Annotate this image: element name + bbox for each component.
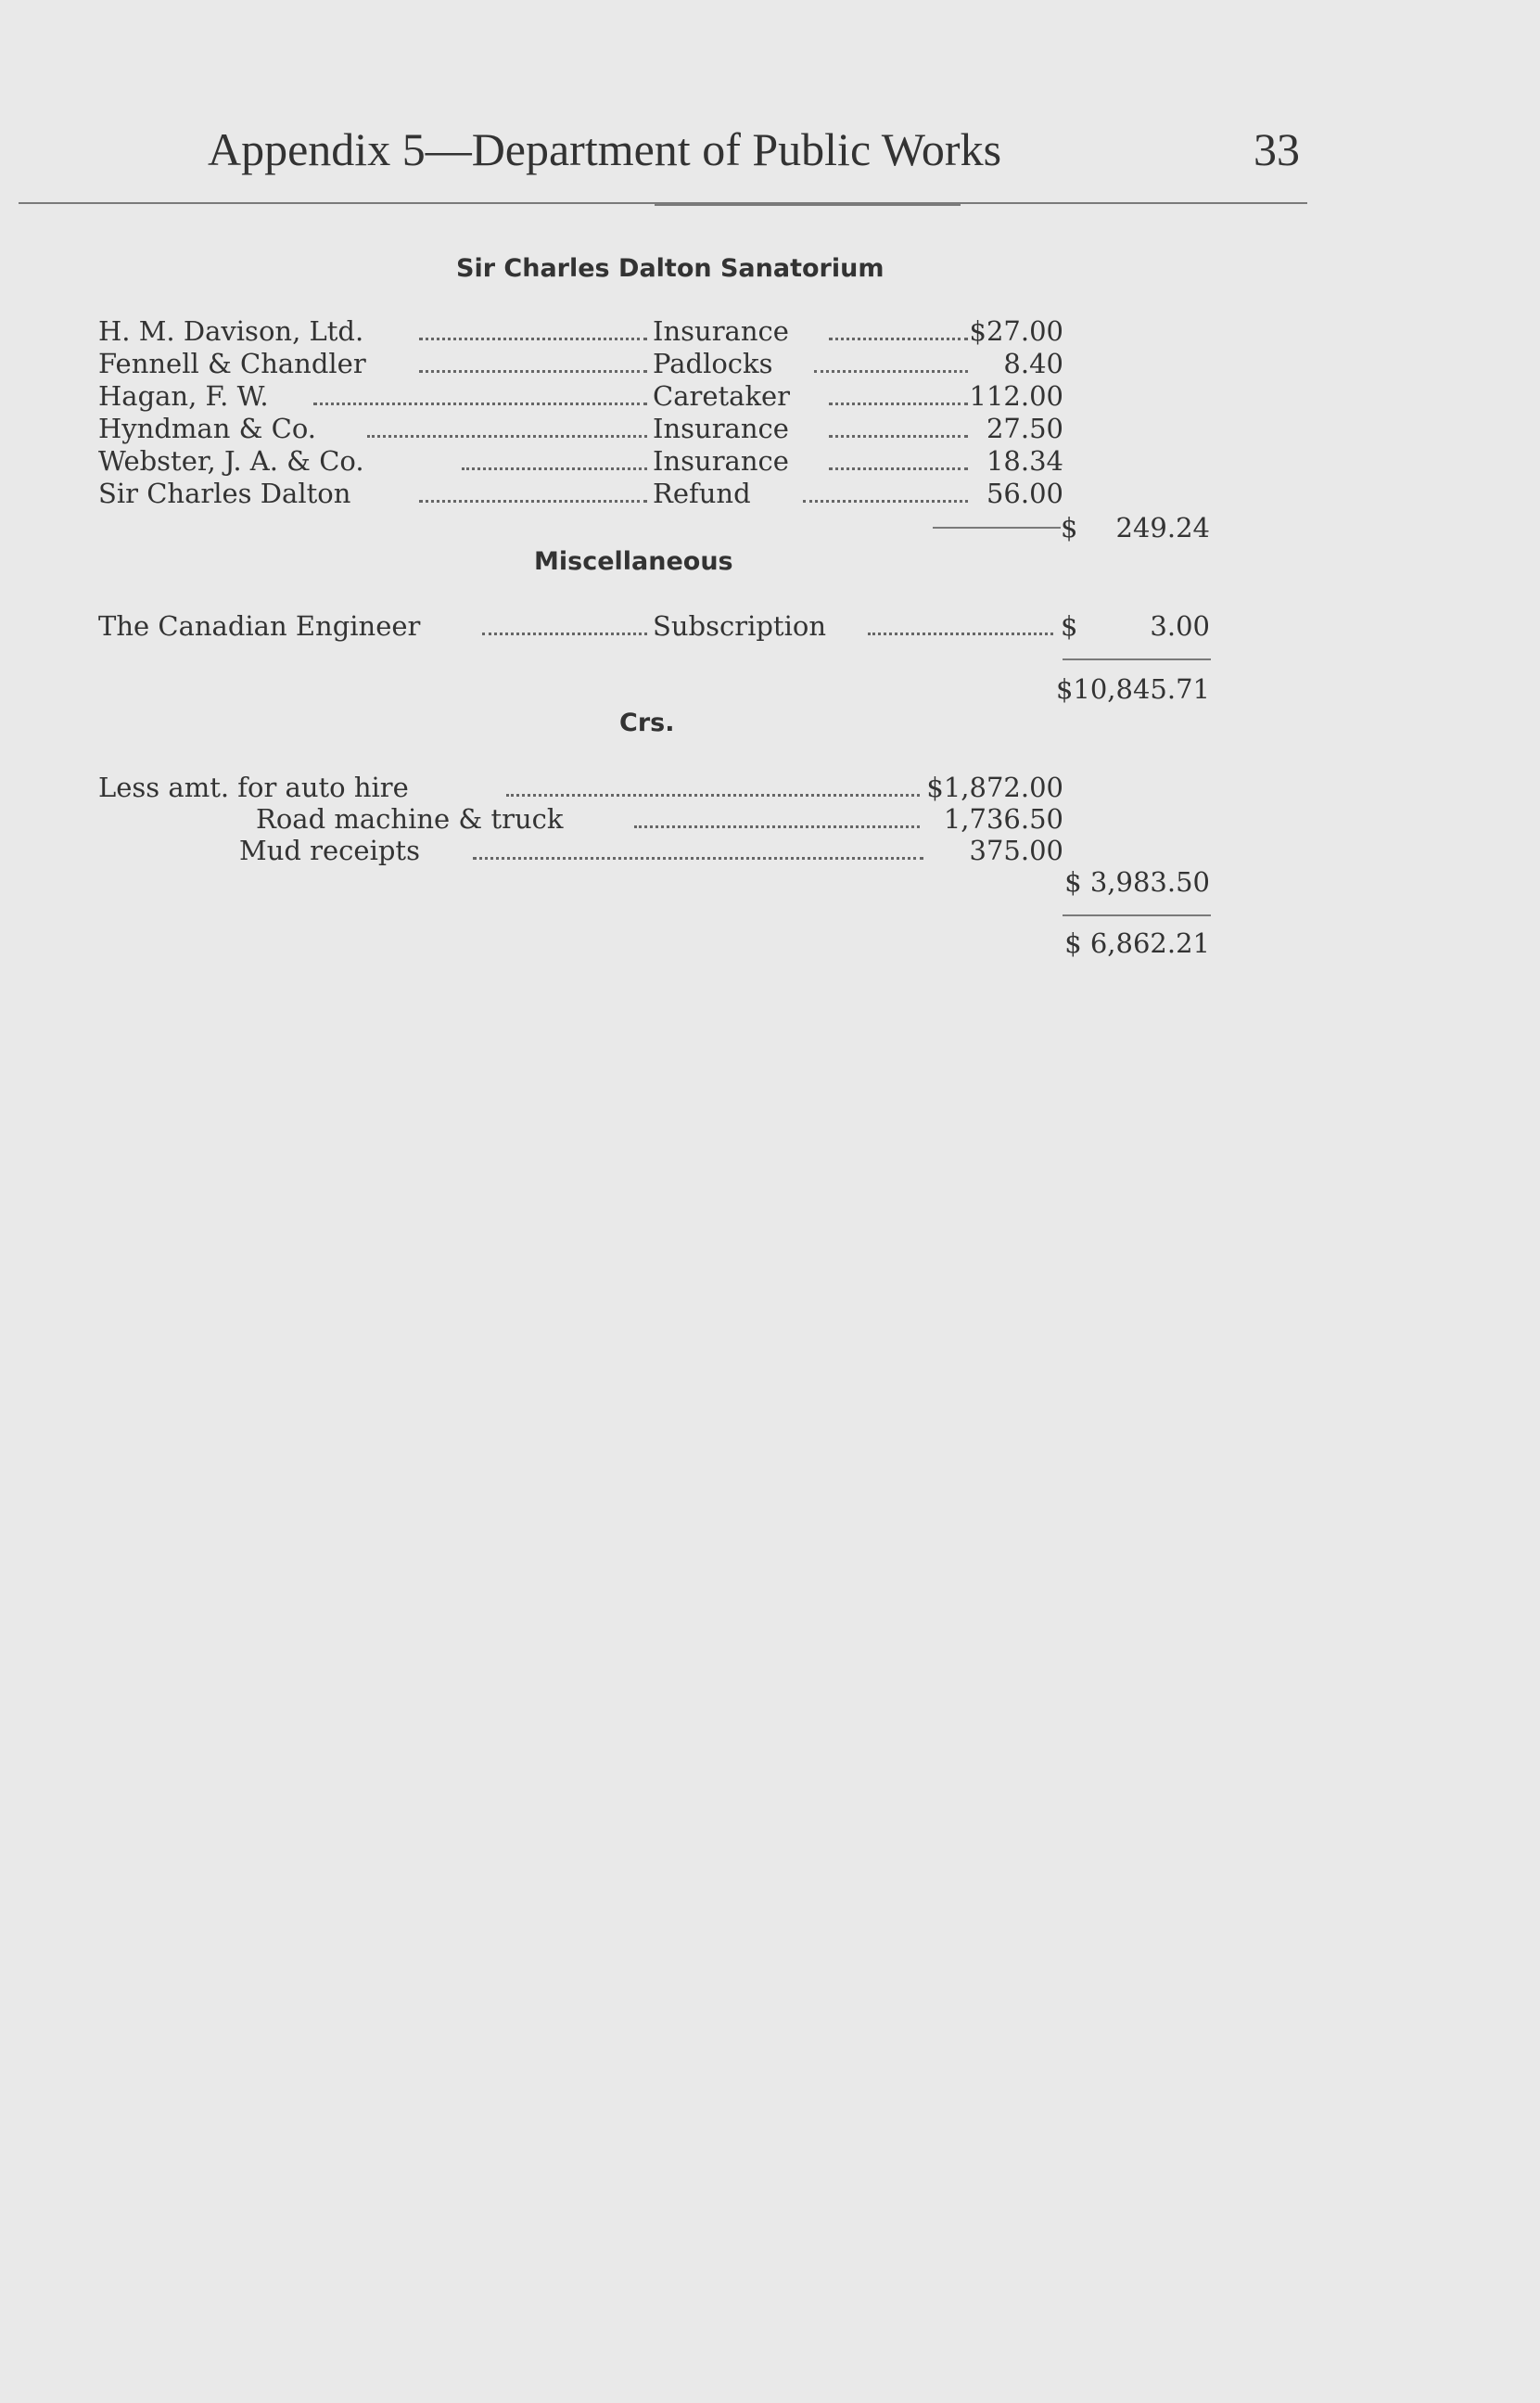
total-rule	[1063, 658, 1211, 660]
credit-label: Less amt. for auto hire	[98, 772, 409, 803]
ledger-amount: 112.00	[969, 380, 1063, 412]
header-rule-accent	[655, 202, 961, 206]
subtotal-rule	[933, 527, 1061, 529]
ledger-item: Insurance	[653, 315, 789, 347]
leader-dots	[634, 825, 920, 828]
leader-dots	[419, 500, 647, 503]
leader-dots	[829, 403, 968, 405]
ledger-item: Caretaker	[653, 380, 791, 412]
section-heading-miscellaneous: Miscellaneous	[534, 547, 733, 576]
ledger-item: Padlocks	[653, 348, 773, 379]
section-total-amount: 249.24	[1115, 512, 1210, 543]
page-number: 33	[1254, 123, 1300, 175]
ledger-amount: 8.40	[1003, 348, 1063, 379]
page-header-title: Appendix 5—Department of Public Works	[208, 123, 1002, 175]
ledger-payee: The Canadian Engineer	[98, 610, 421, 642]
leader-dots	[506, 794, 920, 797]
leader-dots	[829, 338, 968, 340]
leader-dots	[803, 500, 968, 503]
ledger-payee: Hyndman & Co.	[98, 413, 316, 444]
leader-dots	[462, 467, 647, 470]
leader-dots	[419, 370, 647, 373]
leader-dots	[482, 633, 647, 635]
ledger-item: Insurance	[653, 445, 789, 477]
ledger-amount: 56.00	[986, 478, 1063, 509]
ledger-payee: Sir Charles Dalton	[98, 478, 351, 509]
ledger-item: Insurance	[653, 413, 789, 444]
leader-dots	[313, 403, 647, 405]
grand-total: $10,845.71	[1055, 673, 1210, 705]
ledger-amount: $27.00	[969, 315, 1063, 347]
ledger-symbol: $	[1061, 610, 1078, 642]
ledger-item: Subscription	[653, 610, 826, 642]
ledger-amount: 27.50	[986, 413, 1063, 444]
credit-amount: 375.00	[969, 835, 1063, 866]
section-heading-credits: Crs.	[619, 709, 675, 737]
ledger-payee: Fennell & Chandler	[98, 348, 366, 379]
leader-dots	[829, 467, 968, 470]
ledger-payee: Hagan, F. W.	[98, 380, 269, 412]
ledger-payee: H. M. Davison, Ltd.	[98, 315, 364, 347]
credits-total: $ 3,983.50	[1064, 866, 1210, 898]
leader-dots	[367, 435, 647, 438]
net-total-rule	[1063, 914, 1211, 916]
leader-dots	[814, 370, 968, 373]
credit-amount: $1,872.00	[926, 772, 1063, 803]
ledger-payee: Webster, J. A. & Co.	[98, 445, 364, 477]
leader-dots	[473, 857, 923, 860]
credit-amount: 1,736.50	[943, 803, 1063, 835]
net-total: $ 6,862.21	[1064, 927, 1210, 959]
section-heading-sanatorium: Sir Charles Dalton Sanatorium	[456, 254, 885, 283]
credit-label: Mud receipts	[239, 835, 420, 866]
ledger-item: Refund	[653, 478, 751, 509]
leader-dots	[419, 338, 647, 340]
leader-dots	[868, 633, 1053, 635]
leader-dots	[829, 435, 968, 438]
credit-label: Road machine & truck	[256, 803, 564, 835]
ledger-amount: 3.00	[1150, 610, 1210, 642]
section-total-symbol: $	[1061, 512, 1078, 543]
ledger-amount: 18.34	[986, 445, 1063, 477]
